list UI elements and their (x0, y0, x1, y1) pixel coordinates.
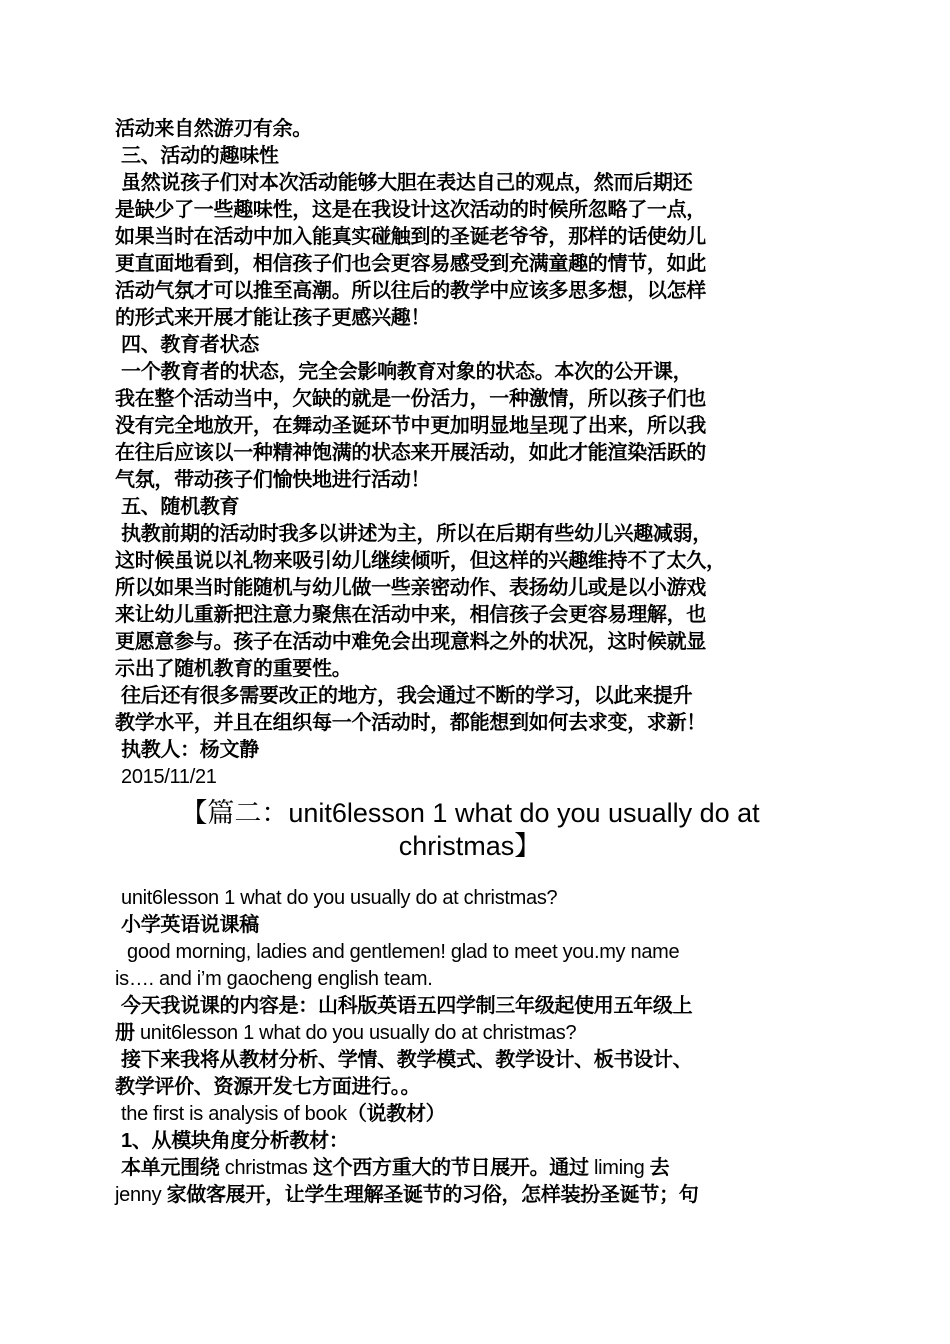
section-title-line1: 【篇二：unit6lesson 1 what do you usually do at (180, 798, 760, 828)
text-line: 是缺少了一些趣味性，这是在我设计这次活动的时候所忽略了一点， (115, 199, 706, 221)
first-line (115, 1101, 845, 1128)
point-heading: 1、从模块角度分析教材： (121, 1130, 349, 1152)
content-line: 今天我说课的内容是：山科版英语五四学制三年级起使用五年级上 (121, 995, 693, 1017)
intro-seg: 本单元围绕 (121, 1157, 225, 1179)
text-line: 气氛，带动孩子们愉快地进行活动！ (115, 469, 431, 491)
text-line: 活动来自然游刃有余。 (115, 118, 312, 140)
text-line: 一个教育者的状态，完全会影响教育对象的状态。本次的公开课， (121, 361, 693, 383)
text-line: 的形式来开展才能让孩子更感兴趣！ (115, 307, 431, 329)
subtitle: 小学英语说课稿 (121, 914, 259, 936)
teacher-name: 执教人：杨文静 (121, 739, 259, 761)
text-line: 没有完全地放开，在舞动圣诞环节中更加明显地呈现了出来，所以我 (115, 415, 706, 437)
text-line: 虽然说孩子们对本次活动能够大胆在表达自己的观点，然而后期还 (121, 172, 693, 194)
heading-random-education: 五、随机教育 (121, 496, 240, 518)
section-title-line2: christmas】 (398, 831, 542, 861)
intro-seg: jenny (115, 1184, 162, 1206)
date: 2015/11/21 (121, 766, 217, 788)
intro-seg: 去 (644, 1157, 670, 1179)
text-line: 更直面地看到，相信孩子们也会更容易感受到充满童趣的情节，如此 (115, 253, 706, 275)
content-line (115, 1020, 845, 1047)
intro-seg: 家做客展开，让学生理解圣诞节的习俗，怎样装扮圣诞节；句 (161, 1184, 699, 1206)
text-line: 如果当时在活动中加入能真实碰触到的圣诞老爷爷，那样的话使幼儿 (115, 226, 706, 248)
first-line-en: the first is analysis of book (121, 1103, 347, 1125)
intro-seg: liming (593, 1157, 645, 1179)
lesson-line: unit6lesson 1 what do you usually do at christmas? (121, 887, 558, 909)
text-line: 我在整个活动当中，欠缺的就是一份活力，一种激情，所以孩子们也 (115, 388, 706, 410)
greeting-line: is…. and i’m gaocheng english team. (115, 968, 433, 990)
text-line: 来让幼儿重新把注意力聚焦在活动中来，相信孩子会更容易理解，也 (115, 604, 706, 626)
heading-interest: 三、活动的趣味性 (121, 145, 279, 167)
document-page (115, 116, 845, 1209)
first-line-cn: （说教材） (346, 1103, 446, 1125)
text-line: 教学水平，并且在组织每一个活动时，都能想到如何去求变，求新！ (115, 712, 706, 734)
intro-line (115, 1182, 845, 1209)
text-line: 示出了随机教育的重要性。 (115, 658, 352, 680)
section-title (95, 797, 845, 863)
text-line: 所以如果当时能随机与幼儿做一些亲密动作、表扬幼儿或是以小游戏 (115, 577, 706, 599)
greeting-line: good morning, ladies and gentlemen! glad to meet you.my name (127, 941, 680, 963)
content-line-cn: 册 (115, 1022, 135, 1044)
text-line: 活动气氛才可以推至高潮。所以往后的教学中应该多思多想，以怎样 (115, 280, 706, 302)
heading-educator-state: 四、教育者状态 (121, 334, 259, 356)
plan-line: 接下来我将从教材分析、学情、教学模式、教学设计、板书设计、 (121, 1049, 693, 1071)
intro-line (115, 1155, 845, 1182)
text-line: 这时候虽说以礼物来吸引幼儿继续倾听，但这样的兴趣维持不了太久， (115, 550, 726, 572)
text-line: 执教前期的活动时我多以讲述为主，所以在后期有些幼儿兴趣减弱， (121, 523, 712, 545)
plan-line: 教学评价、资源开发七方面进行。。 (115, 1076, 421, 1098)
content-line-en: unit6lesson 1 what do you usually do at christmas? (134, 1022, 577, 1044)
intro-seg: 这个西方重大的节日展开。通过 (307, 1157, 594, 1179)
text-line: 在往后应该以一种精神饱满的状态来开展活动，如此才能渲染活跃的 (115, 442, 706, 464)
text-line: 往后还有很多需要改正的地方，我会通过不断的学习，以此来提升 (121, 685, 693, 707)
intro-seg: christmas (224, 1157, 308, 1179)
text-line: 更愿意参与。孩子在活动中难免会出现意料之外的状况，这时候就显 (115, 631, 706, 653)
